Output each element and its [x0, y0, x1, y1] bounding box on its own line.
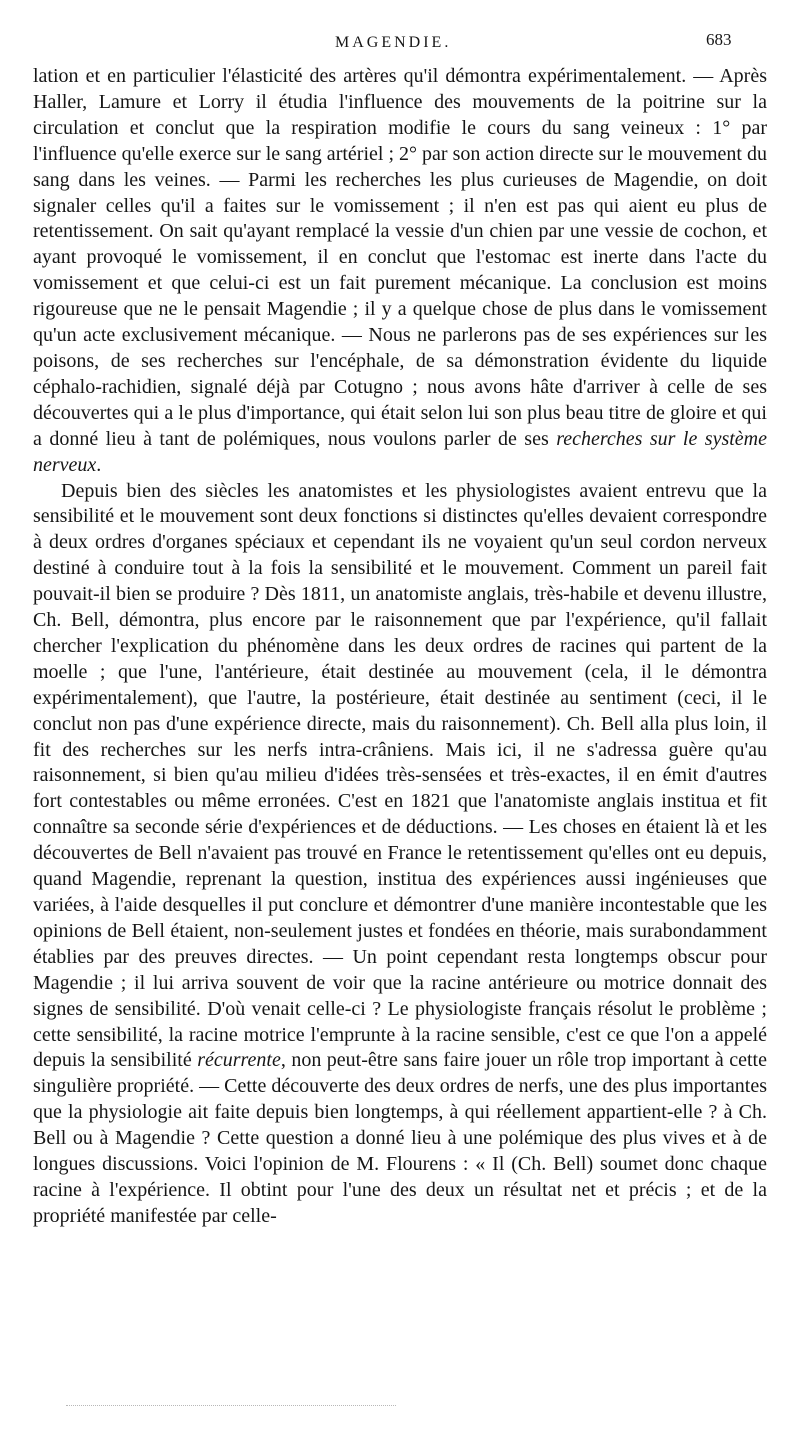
running-head [0, 31, 800, 55]
running-title: MAGENDIE. [335, 34, 452, 51]
paragraph-1-italic-phrase: recherches sur le système nerveux [33, 427, 767, 476]
paragraph-2-continuation: , non peut-être sans faire jouer un rôle trop important à cette singulière propriété. — Cette découverte des deux ordres de nerfs, une des plus importantes que la physiologie ait faite depuis bien longtemps, à qui réellement appartient-elle ? à Ch. Bell ou à Magendie ? Cette question a donné lieu à une polémique des plus vives et à de longues discussions. Voici l'opinion de M. Flourens : « Il (Ch. Bell) soumet donc chaque racine à l'expérience. Il obtint pour l'une des deux un résultat net et précis ; et de la propriété manifestée par celle- [33, 1049, 767, 1227]
page-number: 683 [706, 30, 732, 49]
paragraph-nervous-system [33, 479, 767, 1230]
text-column [33, 64, 767, 1230]
paragraph-1-text: lation et en particulier l'élasticité des artères qu'il démontra expérimentalement. — Après Haller, Lamure et Lorry il étudia l'influence des mouvements de la poitrine sur la circulation et conclut que la respiration modifie le cours du sang veineux : 1° par l'influence qu'elle exerce sur le sang artériel ; 2° par son action directe sur le mouvement du sang dans les veines. — Parmi les recherches les plus curieuses de Magendie, on doit signaler celles qu'il a faites sur le vomissement ; il n'en est pas qui aient eu plus de retentissement. On sait qu'ayant remplacé la vessie d'un chien par une vessie de cochon, et ayant provoqué le vomissement, il en conclut que l'estomac est inerte dans l'acte du vomissement et que celui-ci est un fait purement mécanique. La conclusion est moins rigoureuse que ne le pensait Magendie ; il y a quelque chose de plus dans le vomissement qu'un acte exclusivement mécanique. — Nous ne parlerons pas de ses expériences sur les poisons, de ses recherches sur l'encéphale, de sa démonstration évidente du liquide céphalo-rachidien, signalé déjà par Cotugno ; nous avons hâte d'arriver à celle de ses découvertes qui a le plus d'importance, qui était selon lui son plus beau titre de gloire et qui a donné lieu à tant de polémiques, nous voulons parler de ses [33, 65, 767, 450]
paragraph-2-text: Depuis bien des siècles les anatomistes et les physiologistes avaient entrevu que la sensibilité et le mouvement sont deux fonctions si distinctes qu'elles devaient correspondre à deux ordres d'organes spéciaux et cependant ils ne voyaient qu'un seul cordon nerveux destiné à conduire tout à la fois la sensibilité et le mouvement. Comment un pareil fait pouvait-il bien se produire ? Dès 1811, un anatomiste anglais, très-habile et devenu illustre, Ch. Bell, démontra, plus encore par le raisonnement que par l'expérience, qu'il fallait chercher l'explication du phénomène dans les deux ordres de racines qui partent de la moelle ; que l'une, l'antérieure, était destinée au mouvement (cela, il le démontra expérimentalement), que l'autre, la postérieure, était destinée au sentiment (ceci, il le conclut non pas d'une expérience directe, mais du raisonnement). Ch. Bell alla plus loin, il fit des recherches sur les nerfs intra-crâniens. Mais ici, il ne s'adressa guère qu'au raisonnement, si bien qu'au milieu d'idées très-sensées et très-exactes, il en émit d'autres fort contestables ou même erronées. C'est en 1821 que l'anatomiste anglais institua et fit connaître sa seconde série d'expériences et de déductions. — Les choses en étaient là et les découvertes de Bell n'avaient pas trouvé en France le retentissement qu'elles ont eu depuis, quand Magendie, reprenant la question, institua des expériences aussi ingénieuses que variées, à l'aide desquelles il put conclure et démontrer d'une manière incontestable que les opinions de Bell étaient, non-seulement justes et fondées en théorie, mais surabondamment établies par des preuves directes. — Un point cependant resta longtemps obscur pour Magendie ; il lui arriva souvent de voir que la racine antérieure ou motrice donnait des signes de sensibilité. D'où venait celle-ci ? Le physiologiste français résolut le problème ; cette sensibilité, la racine motrice l'emprunte à la racine sensible, c'est ce que l'on a appelé depuis la sensibilité [33, 479, 767, 1072]
paragraph-2-italic-term: récurrente [197, 1049, 281, 1072]
paragraph-1-ending: . [96, 453, 102, 476]
paragraph-magendie-experiments [33, 64, 767, 479]
bottom-rule [66, 1405, 396, 1406]
